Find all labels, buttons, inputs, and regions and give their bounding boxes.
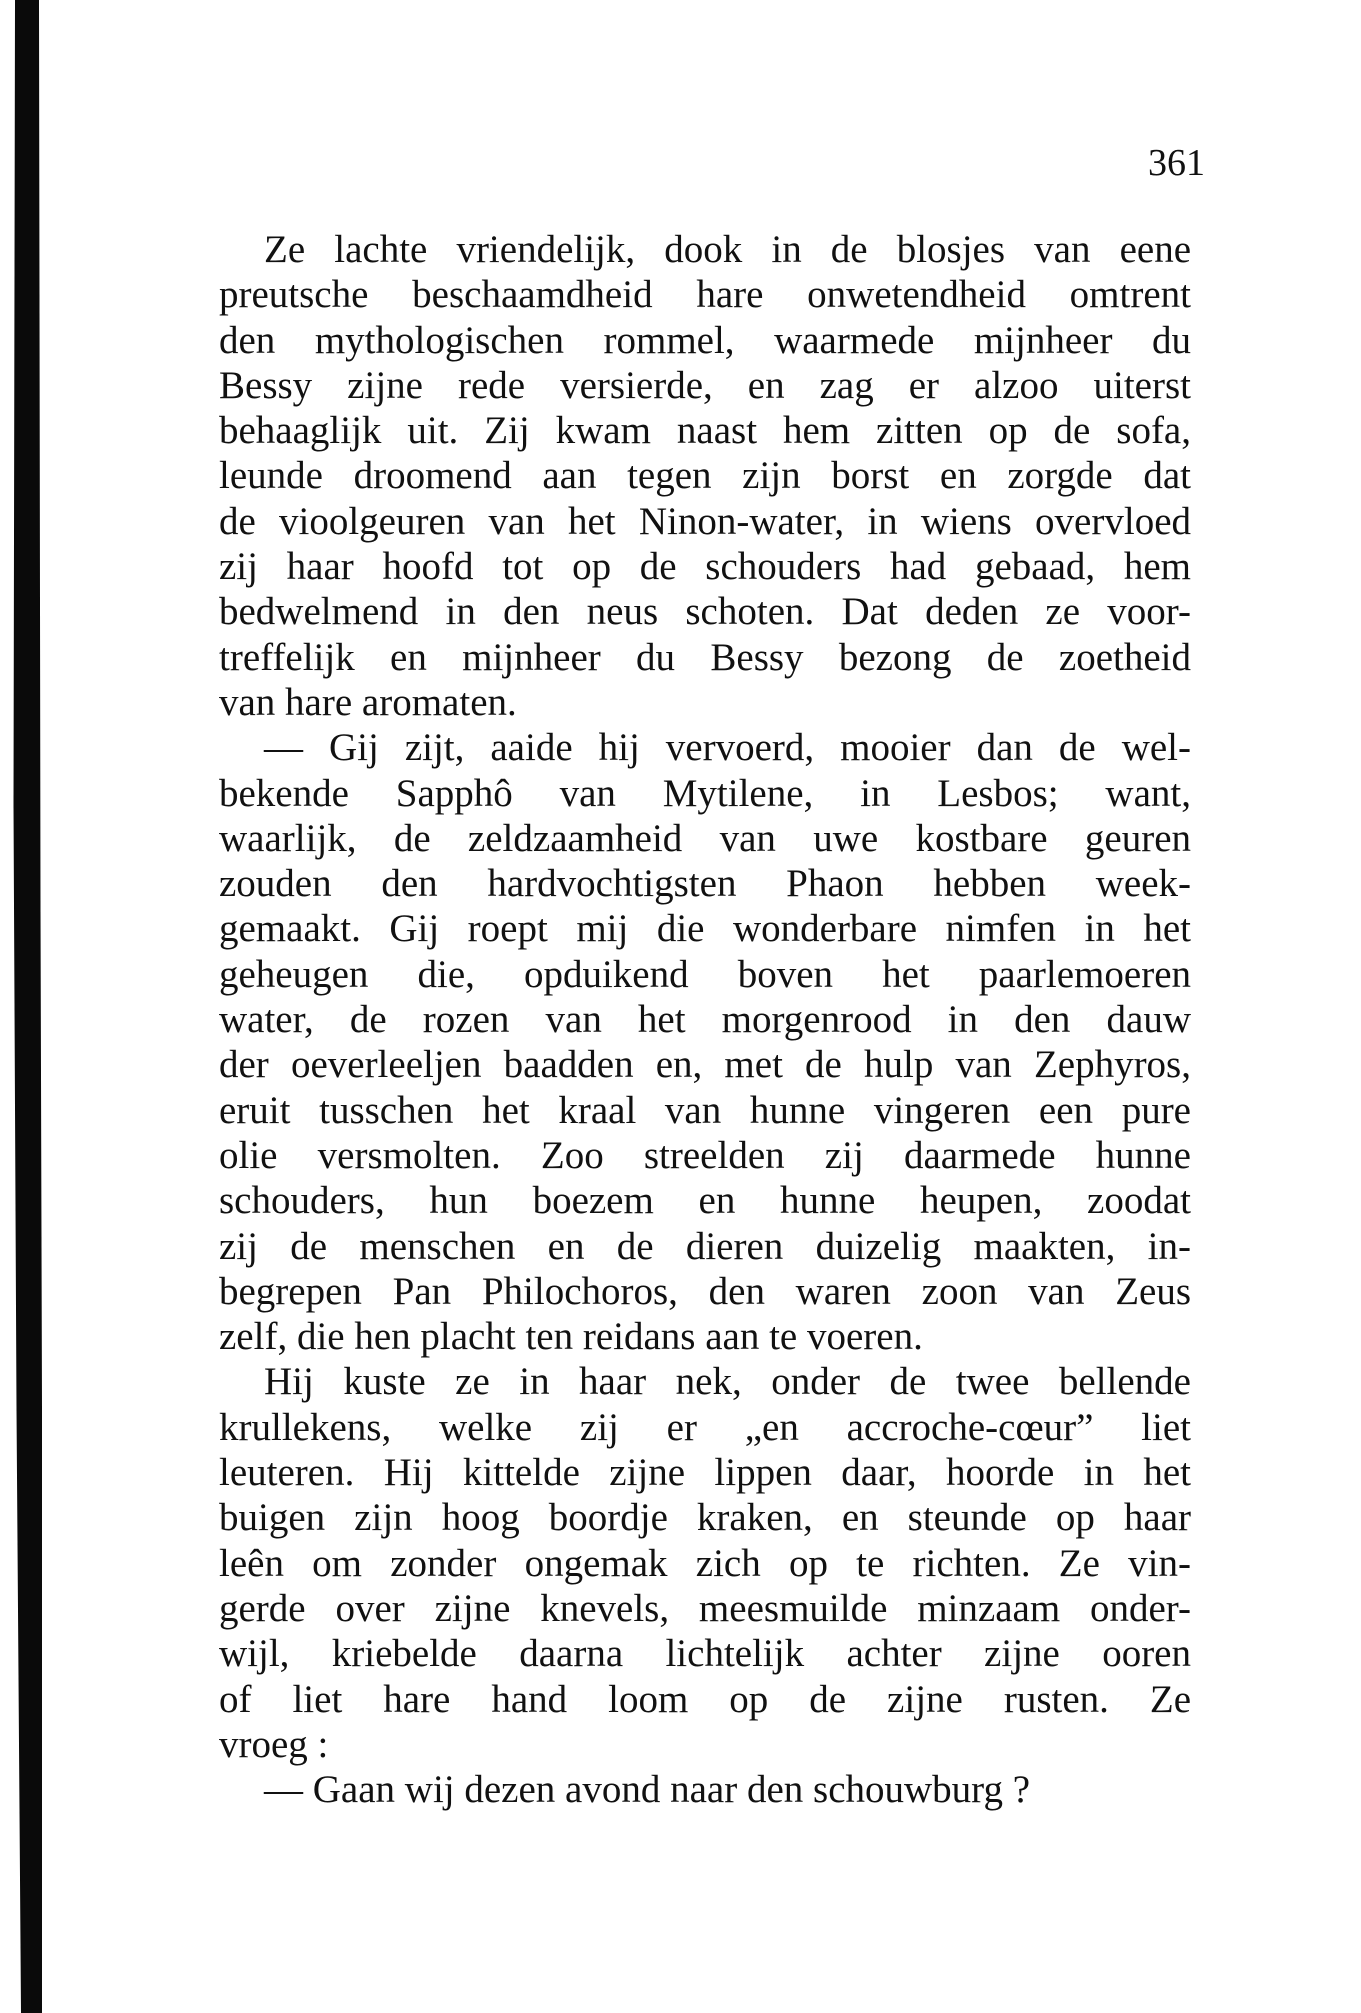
- paragraph: [219, 725, 1191, 1359]
- page-number: 361: [1148, 142, 1205, 184]
- text-line: of liet hare hand loom op de zijne rusten. Ze: [219, 1677, 1191, 1721]
- text-line: zouden den hardvochtigsten Phaon hebben week-: [219, 862, 1191, 906]
- text-line: water, de rozen van het morgenrood in den dauw: [219, 998, 1191, 1042]
- text-line: schouders, hun boezem en hunne heupen, zoodat: [219, 1179, 1191, 1223]
- text-line: — Gaan wij dezen avond naar den schouwburg ?: [264, 1768, 1031, 1812]
- paragraph: [219, 1767, 1191, 1812]
- text-line: de vioolgeuren van het Ninon-water, in wiens overvloed: [219, 499, 1191, 543]
- text-line: vroeg :: [219, 1722, 329, 1766]
- book-binding-edge: [12, 0, 42, 2013]
- text-line: gemaakt. Gij roept mij die wonderbare nimfen in het: [219, 907, 1191, 951]
- text-line: zij de menschen en de dieren duizelig maakten, in-: [219, 1224, 1191, 1268]
- text-line: bedwelmend in den neus schoten. Dat deden ze voor-: [219, 590, 1191, 634]
- body-text: [219, 227, 1191, 1812]
- text-line: treffelijk en mijnheer du Bessy bezong de zoetheid: [219, 635, 1191, 679]
- text-line: den mythologischen rommel, waarmede mijnheer du: [219, 318, 1191, 362]
- text-line: waarlijk, de zeldzaamheid van uwe kostbare geuren: [219, 816, 1191, 860]
- text-line: bekende Sapphô van Mytilene, in Lesbos; want,: [219, 771, 1191, 815]
- text-line: buigen zijn hoog boordje kraken, en steunde op haar: [219, 1496, 1191, 1540]
- text-line: begrepen Pan Philochoros, den waren zoon van Zeus: [219, 1269, 1191, 1313]
- text-line: der oeverleeljen baadden en, met de hulp van Zephyros,: [219, 1043, 1191, 1087]
- text-line: zelf, die hen placht ten reidans aan te voeren.: [219, 1315, 923, 1359]
- text-line: leunde droomend aan tegen zijn borst en zorgde dat: [219, 454, 1191, 498]
- text-line: krullekens, welke zij er „en accroche-cœur” liet: [219, 1405, 1191, 1449]
- text-line: olie versmolten. Zoo streelden zij daarmede hunne: [219, 1133, 1191, 1177]
- text-line: leuteren. Hij kittelde zijne lippen daar, hoorde in het: [219, 1451, 1191, 1495]
- text-line: Bessy zijne rede versierde, en zag er alzoo uiterst: [219, 363, 1191, 407]
- text-line: gerde over zijne knevels, meesmuilde minzaam onder-: [219, 1586, 1191, 1630]
- text-line: leên om zonder ongemak zich op te richten. Ze vin-: [219, 1541, 1191, 1585]
- paragraph: [219, 1359, 1191, 1767]
- text-line: preutsche beschaamdheid hare onwetendheid omtrent: [219, 273, 1191, 317]
- text-line: zij haar hoofd tot op de schouders had gebaad, hem: [219, 545, 1191, 589]
- text-line: behaaglijk uit. Zij kwam naast hem zitten op de sofa,: [219, 409, 1191, 453]
- text-line: Hij kuste ze in haar nek, onder de twee bellende: [264, 1360, 1191, 1404]
- text-line: van hare aromaten.: [219, 680, 517, 724]
- text-line: wijl, kriebelde daarna lichtelijk achter zijne ooren: [219, 1632, 1191, 1676]
- text-line: Ze lachte vriendelijk, dook in de blosjes van eene: [264, 228, 1191, 271]
- text-line: eruit tusschen het kraal van hunne vingeren een pure: [219, 1088, 1191, 1132]
- text-line: — Gij zijt, aaide hij vervoerd, mooier dan de wel-: [264, 726, 1191, 770]
- paragraph: [219, 227, 1191, 725]
- text-line: geheugen die, opduikend boven het paarlemoeren: [219, 952, 1191, 996]
